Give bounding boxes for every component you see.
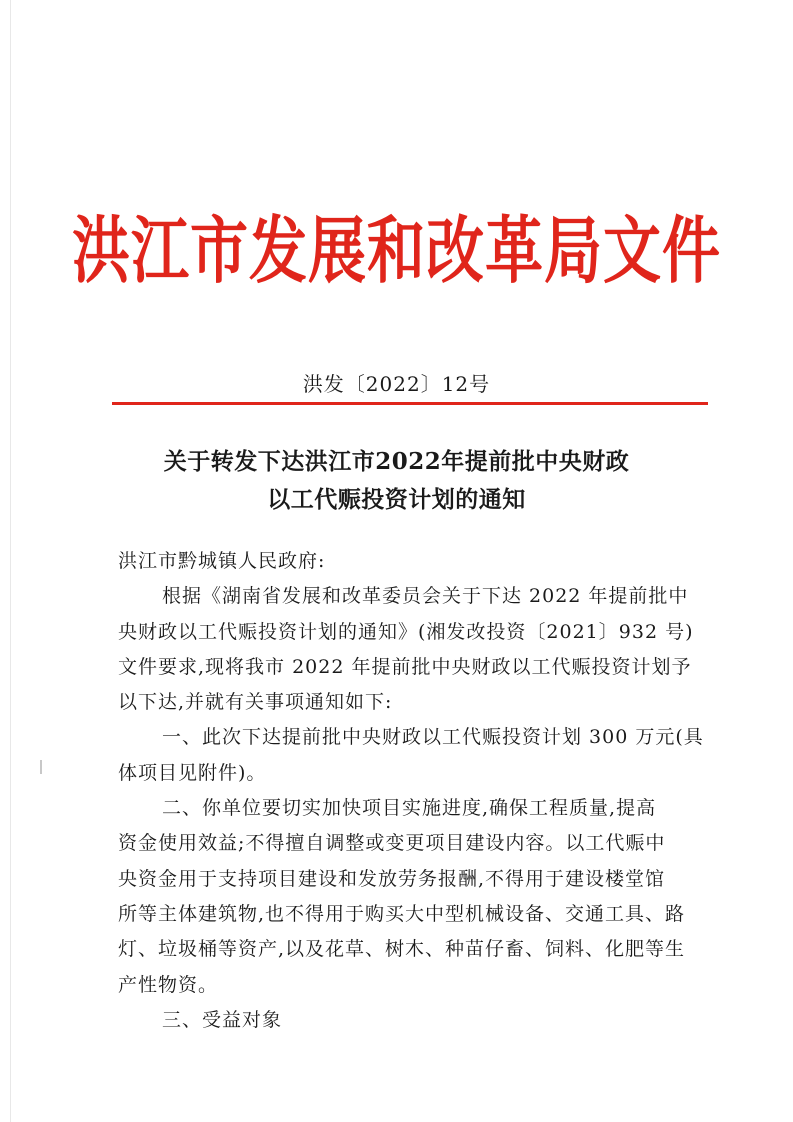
paragraph-2-line: 体项目见附件)。 — [118, 761, 267, 784]
paragraph-1-line: 以下达,并就有关事项通知如下: — [118, 691, 393, 714]
document-title-line-1: 关于转发下达洪江市2022年提前批中央财政 — [163, 448, 630, 475]
document-body — [118, 544, 718, 1038]
paragraph-1-line: 文件要求,现将我市 2022 年提前批中央财政以工代赈投资计划予 — [118, 655, 692, 678]
paragraph-3-line: 灯、垃圾桶等资产,以及花草、树木、种苗仔畜、饲料、化肥等生 — [118, 938, 686, 961]
red-divider-line — [112, 402, 708, 405]
scan-page-edge — [10, 0, 11, 1122]
section-3-heading: 三、受益对象 — [162, 1008, 283, 1031]
addressee: 洪江市黔城镇人民政府: — [118, 550, 326, 572]
document-title — [60, 443, 733, 519]
paragraph-1-line: 央财政以工代赈投资计划的通知》(湘发改投资〔2021〕932 号) — [118, 620, 694, 643]
paragraph-3-line: 资金使用效益;不得擅自调整或变更项目建设内容。以工代赈中 — [118, 832, 666, 855]
document-number: 洪发〔2022〕12号 — [302, 372, 491, 396]
paragraph-1-line: 根据《湖南省发展和改革委员会关于下达 2022 年提前批中 — [162, 585, 689, 608]
scan-mark — [40, 760, 42, 774]
paragraph-3-line: 所等主体建筑物,也不得用于购买大中型机械设备、交通工具、路 — [118, 902, 686, 925]
paragraph-3-line: 二、你单位要切实加快项目实施进度,确保工程质量,提高 — [162, 797, 657, 820]
document-title-line-2: 以工代赈投资计划的通知 — [267, 486, 526, 513]
paragraph-2-line: 一、此次下达提前批中央财政以工代赈投资计划 300 万元(具 — [162, 726, 704, 749]
document-header-org-title: 洪江市发展和改革局文件 — [71, 208, 721, 294]
paragraph-3-line: 央资金用于支持项目建设和发放劳务报酬,不得用于建设楼堂馆 — [118, 867, 666, 890]
paragraph-3-line: 产性物资。 — [118, 973, 219, 996]
